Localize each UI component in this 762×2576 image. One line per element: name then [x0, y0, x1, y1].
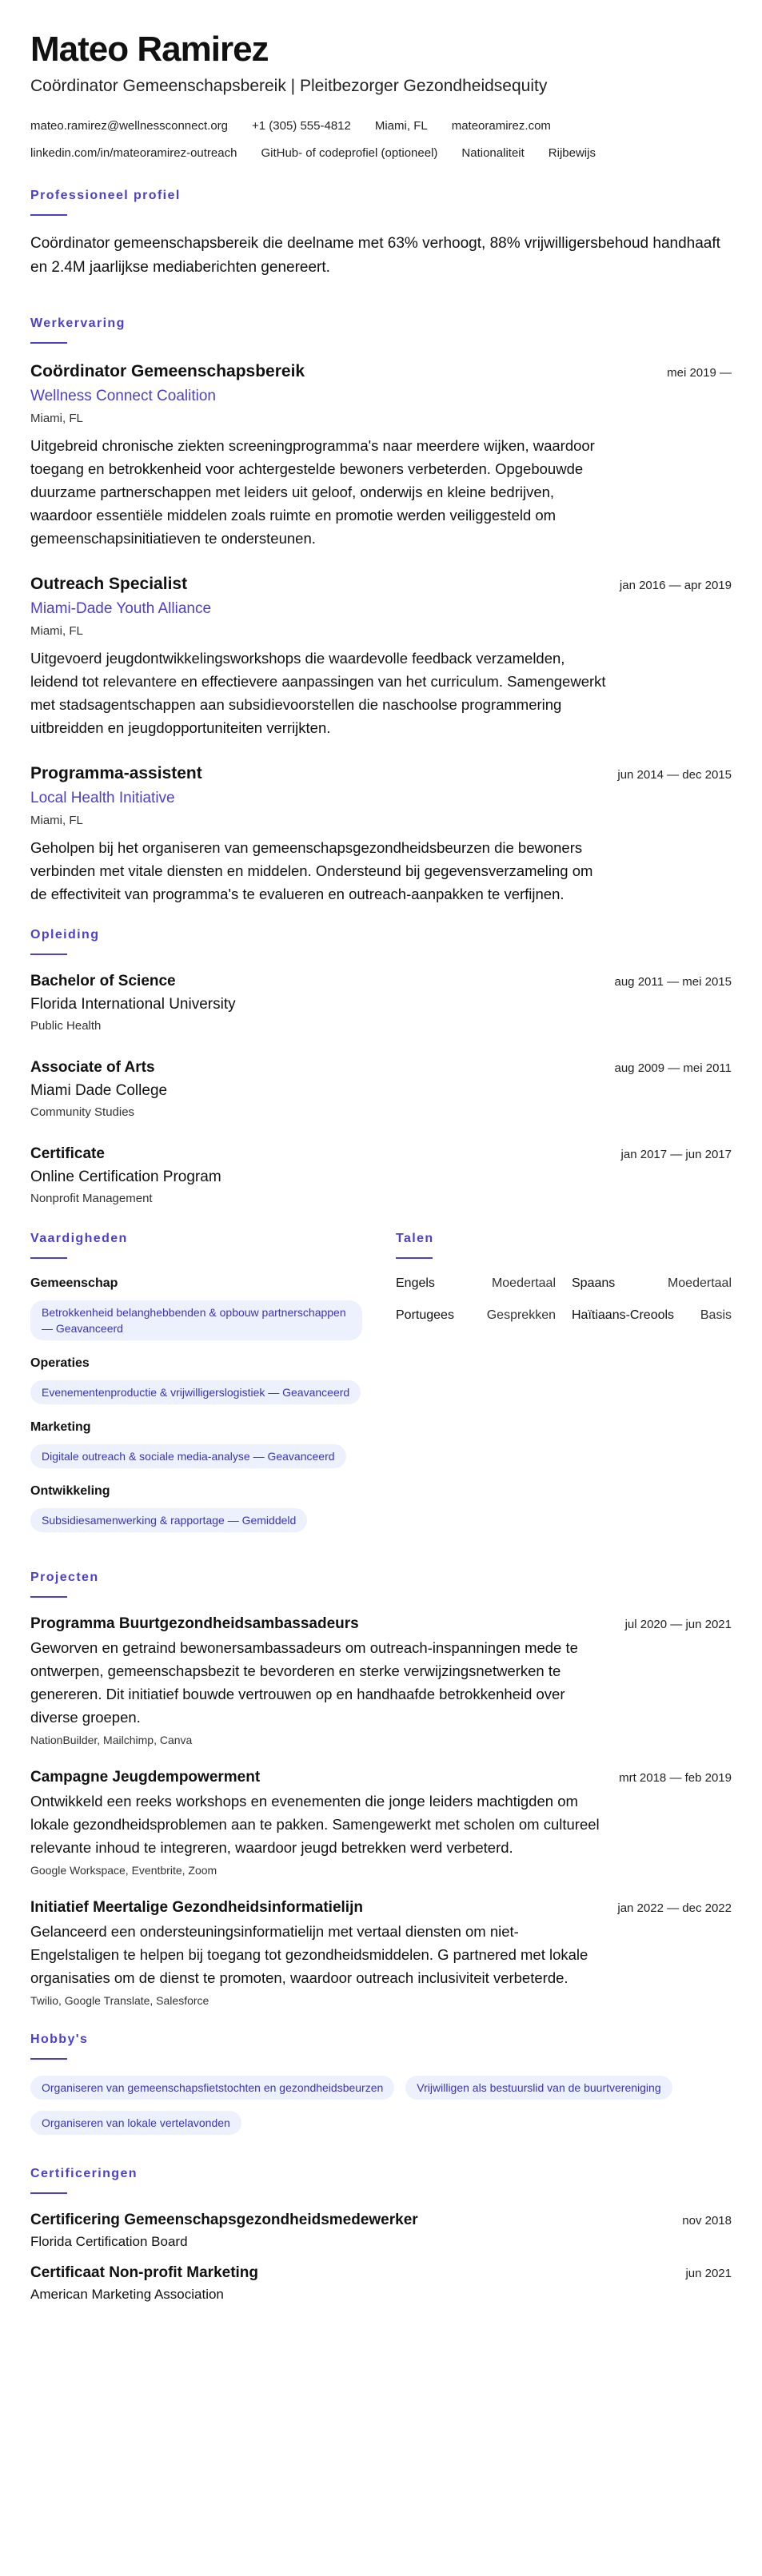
language-row — [396, 1275, 732, 1292]
skill-category: Operaties — [30, 1356, 90, 1370]
contact-website[interactable]: mateoramirez.com — [451, 119, 551, 133]
education-school: Miami Dade College — [30, 1082, 168, 1099]
skill-group — [30, 1275, 362, 1340]
experience-entry — [30, 572, 732, 739]
education-school: Online Certification Program — [30, 1169, 221, 1185]
experience-location: Miami, FL — [30, 412, 83, 425]
section-title-languages: Talen — [396, 1232, 434, 1245]
section-rule — [30, 1596, 67, 1598]
education-field: Nonprofit Management — [30, 1192, 153, 1205]
section-title-hobbies: Hobby's — [30, 2033, 89, 2046]
section-title-projects: Projecten — [30, 1571, 99, 1584]
education-degree: Bachelor of Science — [30, 973, 176, 989]
education-section — [30, 928, 732, 1208]
section-title-skills: Vaardigheden — [30, 1232, 128, 1245]
certification-name: Certificering Gemeenschapsgezondheidsmedewerker — [30, 2212, 418, 2228]
contact-row-2 — [30, 145, 732, 161]
skill-group — [30, 1419, 362, 1468]
project-tools: Twilio, Google Translate, Salesforce — [30, 1994, 209, 2007]
experience-role: Outreach Specialist — [30, 575, 188, 593]
project-tools: NationBuilder, Mailchimp, Canva — [30, 1734, 193, 1746]
profile-summary: Coördinator gemeenschapsbereik die deelname met 63% verhoogt, 88% vrijwilligersbehoud handhaaft en 2.4M jaarlijkse mediaberichten genereert. — [30, 235, 720, 276]
language-item — [572, 1275, 732, 1292]
education-degree: Certificate — [30, 1145, 105, 1162]
skills-column — [30, 1232, 362, 1547]
contact-row-1 — [30, 118, 732, 134]
contact-location: Miami, FL — [374, 119, 428, 133]
skill-pill: Evenementenproductie & vrijwilligerslogistiek — Geavanceerd — [30, 1380, 361, 1404]
skills-languages-section — [30, 1232, 732, 1547]
section-rule — [30, 2058, 67, 2060]
project-description: Ontwikkeld een reeks workshops en evenementen die jonge leiders machtigden om lokale gezondheidsproblemen aan te pakken. Samengewerkt met scholen om cultureel relevante inhoud te integreren, waardoor jeugd betrekken werd verbeterd. — [30, 1793, 600, 1856]
skill-group — [30, 1483, 362, 1532]
contact-linkedin[interactable]: linkedin.com/in/mateoramirez-outreach — [30, 146, 237, 160]
language-name: Engels — [396, 1276, 435, 1290]
contact-info — [30, 118, 732, 161]
project-name: Initiatief Meertalige Gezondheidsinformatielijn — [30, 1899, 363, 1916]
experience-date: jun 2014 — dec 2015 — [617, 768, 732, 782]
projects-section — [30, 1571, 732, 2009]
education-school: Florida International University — [30, 996, 236, 1013]
contact-github: GitHub- of codeprofiel (optioneel) — [261, 146, 438, 160]
experience-role: Coördinator Gemeenschapsbereik — [30, 362, 305, 380]
profile-section — [30, 189, 732, 280]
section-title-experience: Werkervaring — [30, 317, 126, 330]
section-rule — [396, 1257, 433, 1259]
skill-group — [30, 1355, 362, 1404]
experience-section — [30, 317, 732, 906]
experience-description: Uitgebreid chronische ziekten screeningprogramma's naar meerdere wijken, waardoor toegang en betrokkenheid voor achtergestelde bewoners verbeterden. Opgebouwde duurzame partnerschappen met leiders uit geloof, onderwijs en kleine bedrijven, waardoor essentiële middelen zoals ruimte en promotie werden veiliggesteld om gemeenschapsinitiatieven te ondersteunen. — [30, 437, 595, 547]
section-rule — [30, 1257, 67, 1259]
experience-role: Programma-assistent — [30, 764, 202, 782]
certification-entry — [30, 2210, 732, 2252]
project-date: mrt 2018 — feb 2019 — [619, 1771, 732, 1785]
language-item — [572, 1307, 732, 1324]
education-degree: Associate of Arts — [30, 1059, 155, 1076]
project-entry — [30, 1767, 732, 1878]
resume-header — [30, 29, 732, 98]
section-rule — [30, 342, 67, 344]
experience-description: Geholpen bij het organiseren van gemeenschapsgezondheidsbeurzen die bewoners verbinden met vitale diensten en middelen. Ondersteund bij gegevensverzameling om de effectiviteit van programma's te evalueren en outreach-aanpakken te verfijnen. — [30, 839, 593, 902]
section-rule — [30, 2192, 67, 2194]
skill-pill: Betrokkenheid belanghebbenden & opbouw partnerschappen — Geavanceerd — [30, 1300, 362, 1340]
project-date: jul 2020 — jun 2021 — [624, 1618, 732, 1631]
language-level: Moedertaal — [667, 1276, 732, 1290]
skill-category: Gemeenschap — [30, 1276, 118, 1290]
education-entry — [30, 971, 732, 1035]
project-description: Gelanceerd een ondersteuningsinformatielijn met vertaal diensten om niet-Engelstaligen te helpen bij toegang tot gezondheidsmiddelen. G partnered met lokale organisaties om de dienst te promoten, waardoor outreach inclusiviteit verbeterde. — [30, 1923, 588, 1986]
education-entry — [30, 1144, 732, 1208]
education-date: aug 2011 — mei 2015 — [614, 975, 732, 989]
experience-organization: Miami-Dade Youth Alliance — [30, 600, 212, 617]
experience-entry — [30, 762, 732, 906]
experience-description: Uitgevoerd jeugdontwikkelingsworkshops die waardevolle feedback verzamelden, leidend tot relevantere en effectievere aanpassingen van het curriculum. Samengewerkt met stadsagentschappen aan subsidievoorstellen die naschoolse programmering uitbreidden en jeugdopportuniteiten verrijkten. — [30, 650, 606, 736]
experience-organization: Wellness Connect Coalition — [30, 388, 216, 404]
contact-phone[interactable]: +1 (305) 555-4812 — [252, 119, 351, 133]
experience-location: Miami, FL — [30, 624, 83, 638]
project-name: Programma Buurtgezondheidsambassadeurs — [30, 1615, 359, 1632]
section-title-education: Opleiding — [30, 928, 100, 942]
project-date: jan 2022 — dec 2022 — [617, 1901, 732, 1915]
hobby-pill: Organiseren van lokale vertelavonden — [30, 2111, 241, 2135]
certification-name: Certificaat Non-profit Marketing — [30, 2264, 259, 2281]
experience-organization: Local Health Initiative — [30, 790, 175, 806]
language-row — [396, 1307, 732, 1324]
certifications-section — [30, 2167, 732, 2304]
candidate-headline: Coördinator Gemeenschapsbereik | Pleitbezorger Gezondheidsequity — [30, 77, 548, 95]
candidate-name: Mateo Ramirez — [30, 30, 269, 69]
experience-date: mei 2019 — — [667, 366, 732, 380]
project-tools: Google Workspace, Eventbrite, Zoom — [30, 1864, 217, 1877]
education-entry — [30, 1057, 732, 1121]
certification-date: jun 2021 — [685, 2267, 732, 2280]
certification-date: nov 2018 — [682, 2214, 732, 2228]
experience-location: Miami, FL — [30, 814, 83, 827]
section-rule — [30, 954, 67, 955]
hobby-list — [30, 2076, 732, 2135]
hobby-pill: Organiseren van gemeenschapsfietstochten en gezondheidsbeurzen — [30, 2076, 394, 2100]
language-item — [396, 1275, 556, 1292]
education-date: aug 2009 — mei 2011 — [614, 1061, 732, 1075]
experience-entry — [30, 360, 732, 550]
experience-date: jan 2016 — apr 2019 — [619, 579, 732, 592]
certification-entry — [30, 2263, 732, 2304]
skill-category: Marketing — [30, 1420, 91, 1434]
section-title-certifications: Certificeringen — [30, 2167, 138, 2180]
certification-issuer: American Marketing Association — [30, 2287, 224, 2302]
project-entry — [30, 1897, 732, 2009]
hobby-pill: Vrijwilligen als bestuurslid van de buurtvereniging — [405, 2076, 672, 2100]
language-level: Moedertaal — [491, 1276, 556, 1290]
contact-email[interactable]: mateo.ramirez@wellnessconnect.org — [30, 119, 228, 133]
section-rule — [30, 214, 67, 216]
contact-nationality: Nationaliteit — [461, 146, 525, 160]
education-field: Public Health — [30, 1019, 102, 1033]
language-level: Gesprekken — [486, 1308, 556, 1322]
project-description: Geworven en getraind bewonersambassadeurs om outreach-inspanningen mede te ontwerpen, gemeenschapsbezit te bevorderen en sterke verwijzingsnetwerken te genereren. Dit initiatief bouwde vertrouwen op en handhaafde betrokkenheid over diverse groepen. — [30, 1639, 578, 1726]
certification-issuer: Florida Certification Board — [30, 2234, 188, 2249]
language-name: Haïtiaans-Creools — [572, 1308, 675, 1322]
hobbies-section — [30, 2033, 732, 2135]
language-name: Portugees — [396, 1308, 454, 1322]
contact-license: Rijbewijs — [548, 146, 596, 160]
education-date: jan 2017 — jun 2017 — [620, 1148, 732, 1161]
language-name: Spaans — [572, 1276, 616, 1290]
education-field: Community Studies — [30, 1105, 135, 1119]
language-level: Basis — [700, 1308, 732, 1322]
section-title-profile: Professioneel profiel — [30, 189, 181, 202]
project-entry — [30, 1614, 732, 1748]
languages-column — [396, 1232, 732, 1547]
project-name: Campagne Jeugdempowerment — [30, 1769, 261, 1786]
skill-pill: Digitale outreach & sociale media-analyse — Geavanceerd — [30, 1444, 346, 1468]
language-item — [396, 1307, 556, 1324]
skill-category: Ontwikkeling — [30, 1484, 110, 1498]
skill-pill: Subsidiesamenwerking & rapportage — Gemiddeld — [30, 1508, 307, 1532]
